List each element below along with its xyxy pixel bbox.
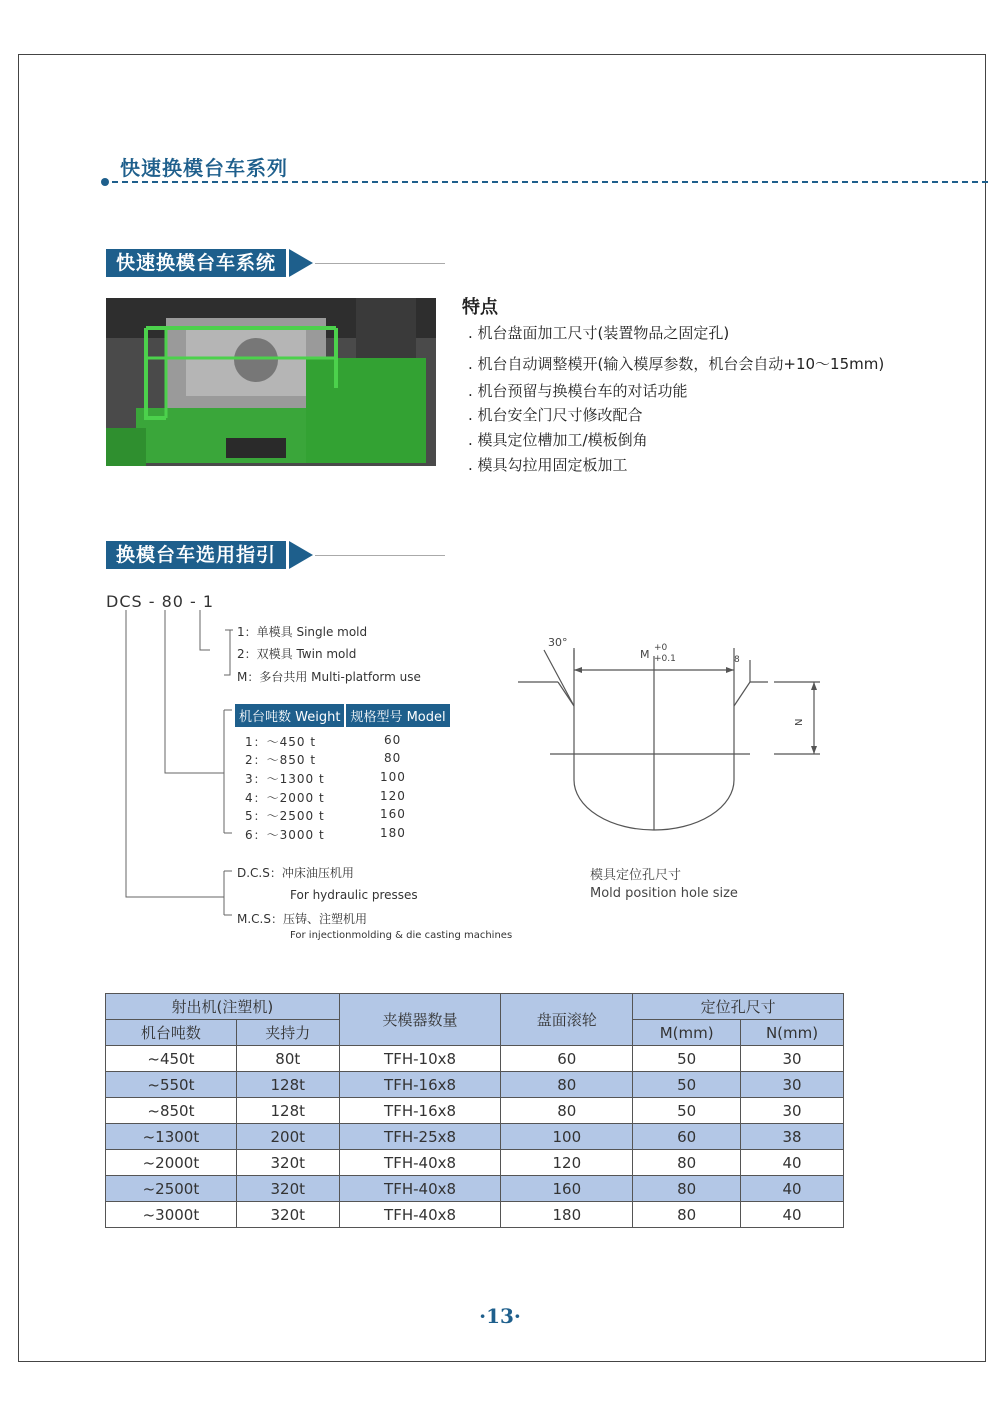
bracket-lines <box>100 605 250 925</box>
divider <box>315 555 445 556</box>
mold-option: 1：单模具 Single mold <box>237 625 368 639</box>
n-label: N <box>794 718 805 726</box>
divider <box>315 263 445 264</box>
table-row <box>106 1124 844 1150</box>
table-row <box>106 1202 844 1228</box>
table-cell: ~2000t <box>106 1150 237 1176</box>
series-title: 快速换模台车系列 <box>120 156 288 180</box>
table-cell: 50 <box>633 1072 741 1098</box>
table-cell: TFH-40x8 <box>339 1176 501 1202</box>
table-cell: 80 <box>501 1072 633 1098</box>
header-clamper-qty: 夹模器数量 <box>339 994 501 1046</box>
table-row <box>106 1098 844 1124</box>
table-cell: 180 <box>501 1202 633 1228</box>
table-cell: 40 <box>741 1202 844 1228</box>
table-cell: ~550t <box>106 1072 237 1098</box>
section-title: 快速换模台车系统 <box>106 249 286 277</box>
header-m: M(mm) <box>633 1020 741 1046</box>
m-label: M <box>640 648 650 661</box>
table-cell: 100 <box>501 1124 633 1150</box>
feature-item: . 机台盘面加工尺寸(装置物品之固定孔) <box>468 324 730 342</box>
table-cell: 120 <box>501 1150 633 1176</box>
weight-value: 4：～2000 t <box>245 791 325 805</box>
model-code: DCS - 80 - 1 <box>106 592 215 611</box>
header-dashed-line <box>112 181 988 183</box>
header-tonnage: 机台吨数 <box>106 1020 237 1046</box>
table-cell: 80t <box>236 1046 339 1072</box>
header-injection-machine: 射出机(注塑机) <box>106 994 340 1020</box>
table-cell: 40 <box>741 1176 844 1202</box>
table-cell: ~2500t <box>106 1176 237 1202</box>
model-value: 80 <box>384 751 402 765</box>
table-row <box>106 1150 844 1176</box>
features-title: 特点 <box>462 297 498 318</box>
header-hole-size: 定位孔尺寸 <box>633 994 844 1020</box>
arrow-icon <box>289 249 313 277</box>
weight-value: 2：～850 t <box>245 753 317 767</box>
mold-option: 2：双模具 Twin mold <box>237 647 357 661</box>
weight-model-header <box>235 704 452 727</box>
table-cell: 80 <box>633 1202 741 1228</box>
table-row <box>106 1176 844 1202</box>
table-cell: TFH-10x8 <box>339 1046 501 1072</box>
table-cell: ~850t <box>106 1098 237 1124</box>
table-cell: 38 <box>741 1124 844 1150</box>
table-row <box>106 1072 844 1098</box>
table-cell: 128t <box>236 1098 339 1124</box>
machine-photo <box>106 298 436 466</box>
mold-option: M：多台共用 Multi-platform use <box>237 670 421 684</box>
machine-illustration <box>106 298 436 466</box>
table-cell: TFH-16x8 <box>339 1072 501 1098</box>
section-title: 换模台车选用指引 <box>106 541 286 569</box>
feature-item: . 机台自动调整模开(输入模厚参数，机台会自动+10～15mm) <box>468 355 885 373</box>
table-cell: 80 <box>633 1150 741 1176</box>
mold-hole-diagram <box>510 620 830 840</box>
m-tolerance-plus: +0 <box>654 643 668 653</box>
mcs-label: M.C.S：压铸、注塑机用 <box>237 912 367 926</box>
feature-item: . 机台预留与换模台车的对话功能 <box>468 382 688 400</box>
section-header-guide <box>106 541 445 569</box>
table-cell: TFH-25x8 <box>339 1124 501 1150</box>
spec-table <box>105 993 844 1228</box>
model-header: 规格型号 Model <box>346 704 449 727</box>
angle-label: 30° <box>548 636 568 649</box>
weight-value: 5：～2500 t <box>245 809 325 823</box>
table-cell: 128t <box>236 1072 339 1098</box>
header-dot <box>101 178 109 186</box>
weight-value: 3：～1300 t <box>245 772 325 786</box>
table-cell: 200t <box>236 1124 339 1150</box>
model-value: 160 <box>380 807 406 821</box>
diagram-caption-cn: 模具定位孔尺寸 <box>590 868 682 883</box>
weight-header: 机台吨数 Weight <box>235 704 344 727</box>
eight-label: 8 <box>734 655 740 665</box>
table-cell: 80 <box>501 1098 633 1124</box>
table-cell: TFH-16x8 <box>339 1098 501 1124</box>
model-value: 120 <box>380 789 406 803</box>
table-cell: 30 <box>741 1072 844 1098</box>
m-tolerance-minus: +0.1 <box>654 654 676 664</box>
header-roller: 盘面滚轮 <box>501 994 633 1046</box>
table-cell: 60 <box>633 1124 741 1150</box>
table-cell: 30 <box>741 1046 844 1072</box>
table-cell: 60 <box>501 1046 633 1072</box>
table-cell: 320t <box>236 1150 339 1176</box>
page-number: ·13· <box>479 1304 521 1328</box>
feature-item: . 模具勾拉用固定板加工 <box>468 456 628 474</box>
model-value: 180 <box>380 826 406 840</box>
header-clamp-force: 夹持力 <box>236 1020 339 1046</box>
weight-value: 6：～3000 t <box>245 828 325 842</box>
table-cell: TFH-40x8 <box>339 1150 501 1176</box>
mcs-english: For injectionmolding & die casting machines <box>290 930 513 941</box>
table-cell: 30 <box>741 1098 844 1124</box>
table-cell: ~450t <box>106 1046 237 1072</box>
model-value: 100 <box>380 770 406 784</box>
table-cell: 160 <box>501 1176 633 1202</box>
table-cell: 50 <box>633 1098 741 1124</box>
table-cell: TFH-40x8 <box>339 1202 501 1228</box>
dcs-label: D.C.S：冲床油压机用 <box>237 866 354 880</box>
table-cell: ~1300t <box>106 1124 237 1150</box>
table-row <box>106 1046 844 1072</box>
table-cell: 40 <box>741 1150 844 1176</box>
model-value: 60 <box>384 733 402 747</box>
weight-value: 1：～450 t <box>245 735 317 749</box>
arrow-icon <box>289 541 313 569</box>
header-n: N(mm) <box>741 1020 844 1046</box>
table-cell: 320t <box>236 1176 339 1202</box>
table-cell: 50 <box>633 1046 741 1072</box>
table-cell: 320t <box>236 1202 339 1228</box>
table-cell: 80 <box>633 1176 741 1202</box>
section-header-system <box>106 249 445 277</box>
table-cell: ~3000t <box>106 1202 237 1228</box>
feature-item: . 机台安全门尺寸修改配合 <box>468 406 643 424</box>
dcs-english: For hydraulic presses <box>290 888 418 902</box>
feature-item: . 模具定位槽加工/模板倒角 <box>468 431 648 449</box>
diagram-caption-en: Mold position hole size <box>590 886 738 901</box>
